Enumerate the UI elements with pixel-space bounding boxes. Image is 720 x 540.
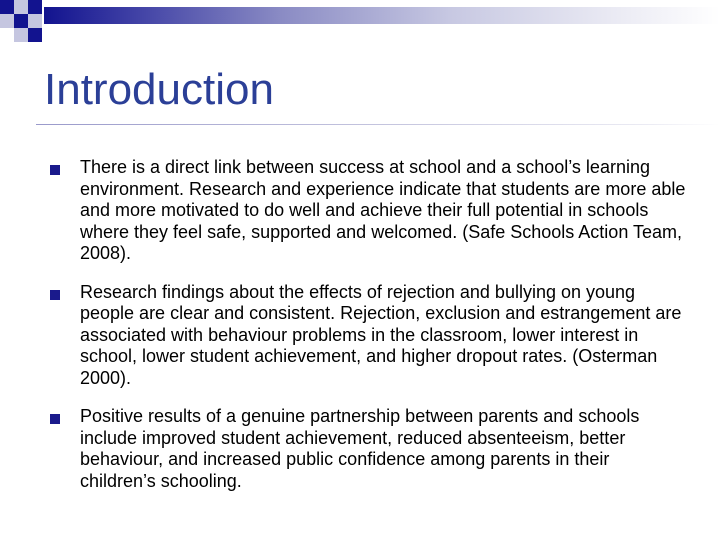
- decorative-square: [28, 28, 42, 42]
- slide-title: Introduction: [44, 65, 274, 114]
- decorative-square: [14, 14, 28, 28]
- bullet-text: There is a direct link between success at school and a school’s learning environment. Research and experience indicate that students are more able and more motivated to do well and achieve their full potential in schools where they feel safe, supported and welcomed. (Safe Schools Action Team, 2008).: [80, 157, 686, 263]
- bullet-text: Research findings about the effects of rejection and bullying on young people are clear and consistent. Rejection, exclusion and estrangement are associated with behaviour problems in the classroom, lower interest in school, lower student achievement, and higher dropout rates. (Osterman 2000).: [80, 281, 682, 388]
- bullet-item: [50, 157, 690, 265]
- square-bullet-icon: [50, 290, 60, 300]
- decorative-square: [14, 28, 28, 42]
- bullet-item: [50, 406, 690, 492]
- bullet-item: [50, 282, 690, 390]
- decorative-square: [28, 0, 42, 14]
- title-divider: [36, 124, 720, 125]
- decorative-square: [28, 14, 42, 28]
- decorative-square: [14, 0, 28, 14]
- bullet-list: [50, 157, 690, 509]
- header-gradient-bar: [44, 7, 720, 24]
- decorative-square: [0, 14, 14, 28]
- decorative-square: [0, 0, 14, 14]
- square-bullet-icon: [50, 414, 60, 424]
- square-bullet-icon: [50, 165, 60, 175]
- bullet-text: Positive results of a genuine partnership between parents and schools include improved student achievement, reduced absenteeism, better behaviour, and increased public confidence among parents in their children’s schooling.: [80, 406, 640, 491]
